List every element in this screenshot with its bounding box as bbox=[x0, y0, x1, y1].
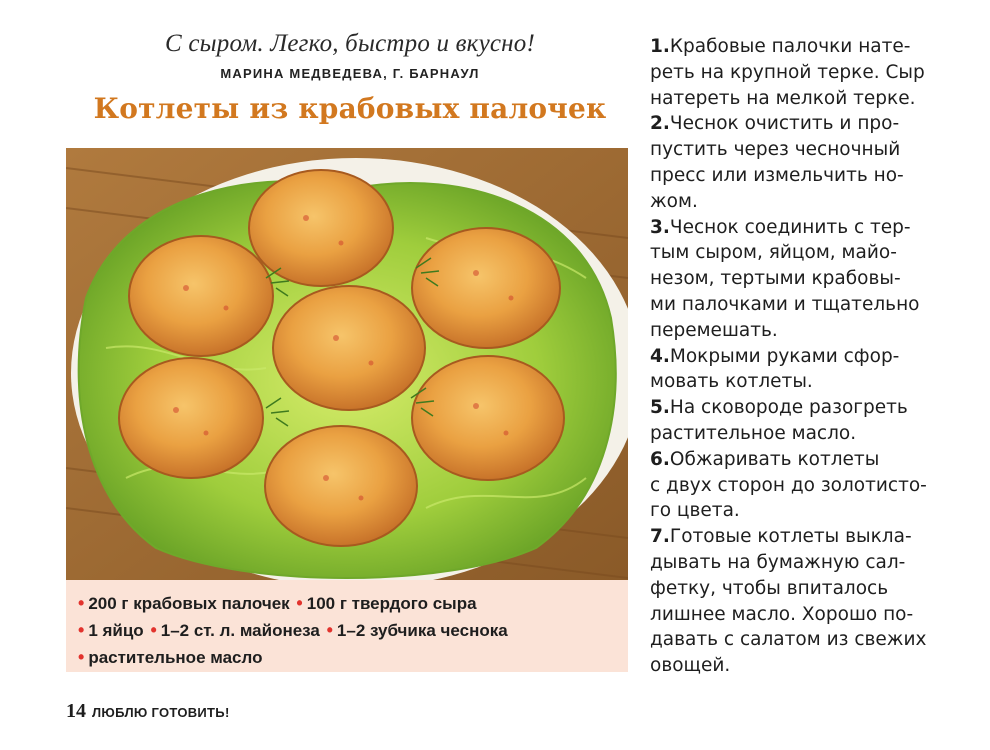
step-text-line: Мокрыми руками сфор- bbox=[669, 345, 900, 367]
recipe-step-7 bbox=[650, 524, 935, 679]
step-number: 6. bbox=[650, 448, 670, 470]
step-number: 3. bbox=[650, 216, 670, 238]
bullet-icon: • bbox=[150, 620, 157, 640]
step-number: 7. bbox=[650, 526, 670, 548]
recipe-tagline: С сыром. Легко, быстро и вкусно! bbox=[165, 30, 535, 57]
step-text-line: Крабовые палочки нате- bbox=[669, 36, 911, 57]
step-text-line: На сковороде разогреть bbox=[669, 397, 908, 419]
step-text-line: перемешать. bbox=[650, 319, 778, 341]
bullet-icon: • bbox=[326, 620, 333, 640]
recipe-step-1 bbox=[650, 34, 935, 111]
step-text-line: натереть на мелкой терке. bbox=[650, 87, 916, 109]
recipe-step-4 bbox=[650, 344, 935, 396]
bullet-icon: • bbox=[296, 593, 303, 613]
step-text-line: ми палочками и тщательно bbox=[650, 293, 920, 315]
bullet-icon: • bbox=[78, 647, 85, 667]
bullet-icon: • bbox=[78, 620, 85, 640]
recipe-photo bbox=[66, 148, 628, 580]
ingredients-box bbox=[66, 580, 628, 672]
recipe-steps bbox=[650, 34, 935, 679]
page-footer bbox=[66, 700, 230, 723]
step-text-line: лишнее масло. Хорошо по- bbox=[650, 603, 914, 625]
recipe-step-2 bbox=[650, 111, 935, 214]
step-text-line: тым сыром, яйцом, майо- bbox=[650, 242, 897, 264]
step-text-line: реть на крупной терке. Сыр bbox=[650, 61, 925, 83]
step-text-line: дывать на бумажную сал- bbox=[650, 551, 906, 573]
crab-cutlets-photo bbox=[66, 148, 628, 580]
ingredient-item: 1–2 зубчика чеснока bbox=[336, 621, 508, 640]
recipe-author: МАРИНА МЕДВЕДЕВА, Г. БАРНАУЛ bbox=[220, 66, 480, 81]
step-number: 5. bbox=[650, 397, 670, 419]
ingredient-item: 1–2 ст. л. майонеза bbox=[160, 621, 320, 640]
recipe-step-6 bbox=[650, 447, 935, 524]
step-number: 1. bbox=[650, 36, 670, 57]
step-number: 2. bbox=[650, 113, 670, 135]
ingredients-line-2 bbox=[78, 617, 618, 644]
step-text-line: Готовые котлеты выкла- bbox=[669, 526, 912, 548]
ingredient-item: растительное масло bbox=[88, 648, 263, 667]
ingredient-item: 100 г твердого сыра bbox=[306, 594, 477, 613]
step-text-line: жом. bbox=[650, 190, 698, 212]
step-text-line: овощей. bbox=[650, 655, 731, 677]
step-text-line: го цвета. bbox=[650, 500, 740, 522]
step-text-line: давать с салатом из свежих bbox=[650, 629, 927, 651]
recipe-step-3 bbox=[650, 215, 935, 344]
magazine-name: ЛЮБЛЮ ГОТОВИТЬ! bbox=[92, 705, 230, 720]
step-text-line: мовать котлеты. bbox=[650, 371, 813, 393]
ingredient-item: 200 г крабовых палочек bbox=[88, 594, 290, 613]
recipe-title: Котлеты из крабовых палочек bbox=[93, 92, 607, 125]
step-text-line: пустить через чесночный bbox=[650, 139, 901, 161]
step-text-line: Чеснок очистить и про- bbox=[669, 113, 900, 135]
ingredient-item: 1 яйцо bbox=[88, 621, 144, 640]
step-text-line: незом, тертыми крабовы- bbox=[650, 268, 901, 290]
step-text-line: фетку, чтобы впиталось bbox=[650, 577, 889, 599]
step-text-line: пресс или измельчить но- bbox=[650, 164, 904, 186]
ingredients-line-3 bbox=[78, 644, 618, 671]
bullet-icon: • bbox=[78, 593, 85, 613]
step-text-line: растительное масло. bbox=[650, 422, 857, 444]
step-text-line: Чеснок соединить с тер- bbox=[669, 216, 911, 238]
step-text-line: с двух сторон до золотисто- bbox=[650, 474, 927, 496]
step-number: 4. bbox=[650, 345, 670, 367]
page-number: 14 bbox=[66, 700, 86, 722]
ingredients-line-1 bbox=[78, 590, 618, 617]
step-text-line: Обжаривать котлеты bbox=[669, 448, 880, 470]
recipe-step-5 bbox=[650, 395, 935, 447]
